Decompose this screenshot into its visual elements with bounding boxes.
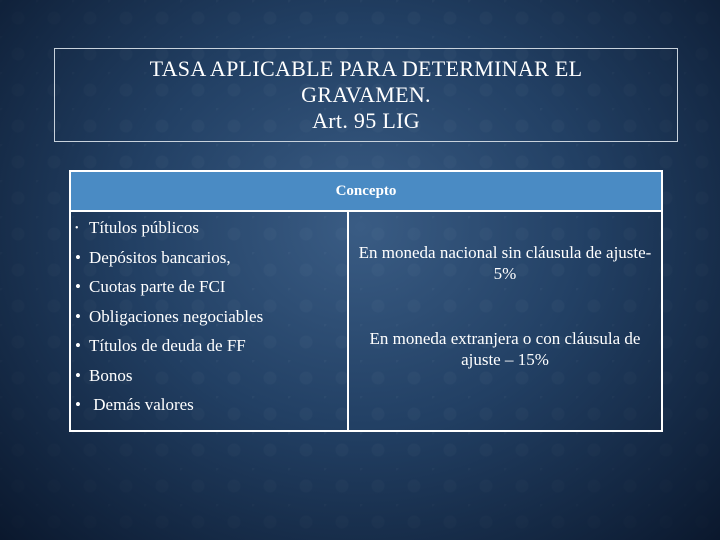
- slide-title: [54, 48, 678, 142]
- list-item: [75, 395, 343, 425]
- bullet-icon: •: [75, 306, 81, 326]
- list-item: [75, 336, 343, 366]
- bullet-icon: •: [75, 365, 81, 385]
- title-line-1: TASA APLICABLE PARA DETERMINAR EL: [149, 56, 583, 81]
- list-item: [75, 366, 343, 396]
- list-item-label: Obligaciones negociables: [89, 306, 264, 326]
- list-item: [75, 248, 343, 278]
- list-item-label: Demás valores: [89, 395, 194, 414]
- list-item-label: Títulos de deuda de FF: [89, 336, 246, 355]
- instrument-list: [75, 218, 343, 425]
- list-item-label: Títulos públicos: [89, 218, 200, 237]
- list-item: [75, 218, 343, 248]
- bullet-icon: •: [75, 395, 81, 414]
- rate-column: [349, 212, 661, 432]
- table-header: Concepto: [71, 172, 661, 212]
- list-item-label: Cuotas parte de FCI: [89, 277, 226, 296]
- rate-national-currency: En moneda nacional sin cláusula de ajuste- 5%: [358, 243, 652, 283]
- bullet-icon: •: [75, 223, 79, 234]
- list-item-label: Bonos: [89, 365, 133, 385]
- bullet-icon: •: [75, 247, 81, 267]
- bullet-icon: •: [75, 336, 81, 355]
- list-item: [75, 307, 343, 337]
- list-item-label: Depósitos bancarios,: [89, 247, 231, 267]
- title-line-2: GRAVAMEN.: [301, 82, 431, 107]
- rate-foreign-currency: En moneda extranjera o con cláusula de ajuste – 15%: [369, 329, 641, 369]
- list-item: [75, 277, 343, 307]
- concept-table: [69, 170, 663, 432]
- title-line-3: Art. 95 LIG: [312, 108, 420, 133]
- bullet-icon: •: [75, 277, 81, 296]
